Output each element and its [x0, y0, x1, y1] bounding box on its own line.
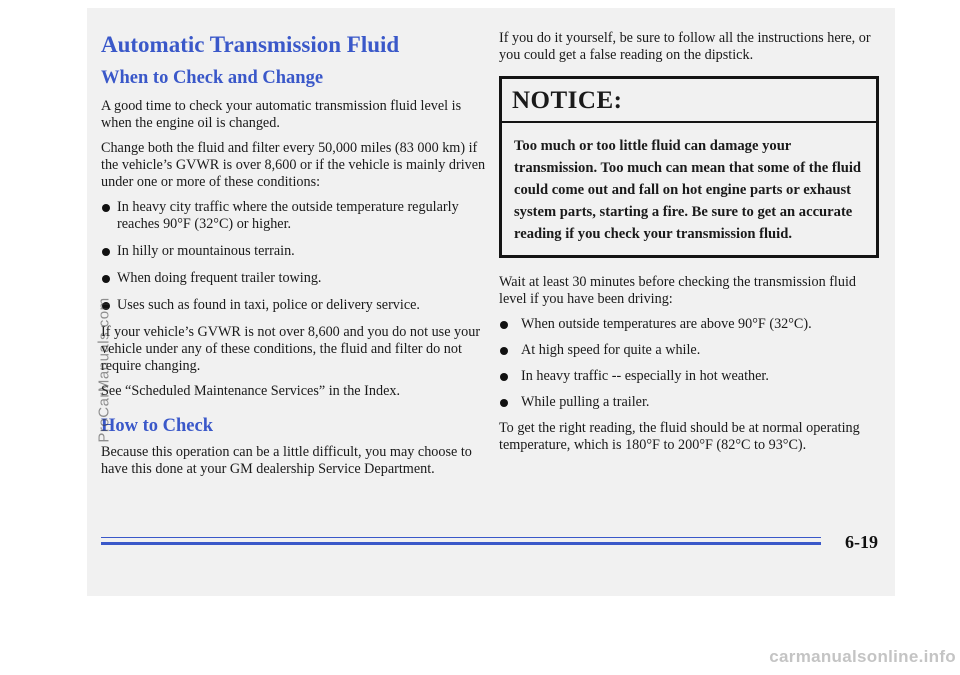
paragraph-check-time: A good time to check your automatic transmission fluid level is when the engine oil is changed.: [101, 98, 462, 131]
page-title: Automatic Transmission Fluid: [101, 32, 400, 57]
driving-conditions-list: [499, 316, 879, 411]
bullet-icon: [500, 399, 508, 407]
footer-url: carmanualsonline.info: [769, 647, 956, 666]
conditions-list: [101, 199, 486, 314]
bullet-icon: [102, 248, 110, 256]
list-item: In heavy city traffic where the outside temperature regularly reaches 90°F (32°C) or higher.: [101, 199, 486, 233]
footer-rule-thick: [101, 542, 821, 545]
notice-title: NOTICE:: [502, 79, 876, 123]
list-item: When doing frequent trailer towing.: [101, 270, 486, 287]
section-heading-how: How to Check: [101, 416, 214, 436]
notice-body: Too much or too little fluid can damage your transmission. Too much can mean that some of the fluid could come out and fall on hot engine parts or exhaust system parts, starting a fire. Be sure to get an accurate reading if you check your transmission fluid.: [514, 138, 862, 242]
notice-box: [499, 76, 879, 258]
list-item: In hilly or mountainous terrain.: [101, 243, 486, 260]
paragraph-no-change: If your vehicle’s GVWR is not over 8,600 and you do not use your vehicle under any of these conditions, the fluid and filter do not require changing.: [101, 324, 481, 374]
paragraph-see-index: See “Scheduled Maintenance Services” in the Index.: [101, 383, 401, 399]
section-heading-when: When to Check and Change: [101, 68, 324, 88]
bullet-icon: [500, 347, 508, 355]
list-item: In heavy traffic -- especially in hot weather.: [499, 368, 879, 385]
list-item: When outside temperatures are above 90°F (32°C).: [499, 316, 879, 333]
bullet-icon: [102, 204, 110, 212]
paragraph-instructions: If you do it yourself, be sure to follow all the instructions here, or you could get a false reading on the dipstick.: [499, 30, 871, 63]
bullet-icon: [500, 373, 508, 381]
right-column: [499, 30, 879, 462]
paragraph-change-interval: Change both the fluid and filter every 50,000 miles (83 000 km) if the vehicle’s GVWR is over 8,600 or if the vehicle is mainly driven under one or more of these conditions:: [101, 140, 486, 190]
paragraph-temperature: To get the right reading, the fluid should be at normal operating temperature, which is 180°F to 200°F (82°C to 93°C).: [499, 420, 860, 453]
list-item: Uses such as found in taxi, police or delivery service.: [101, 297, 486, 314]
paragraph-wait: Wait at least 30 minutes before checking the transmission fluid level if you have been driving:: [499, 274, 857, 307]
watermark: ProCarManuals.com: [95, 297, 113, 443]
footer-rule-thin: [101, 537, 821, 538]
paragraph-dealership: Because this operation can be a little difficult, you may choose to have this done at your GM dealership Service Department.: [101, 444, 472, 477]
page-number: 6-19: [845, 532, 878, 552]
bullet-icon: [500, 321, 508, 329]
list-item: While pulling a trailer.: [499, 394, 879, 411]
bullet-icon: [102, 275, 110, 283]
list-item: At high speed for quite a while.: [499, 342, 879, 359]
left-column: [101, 30, 486, 486]
